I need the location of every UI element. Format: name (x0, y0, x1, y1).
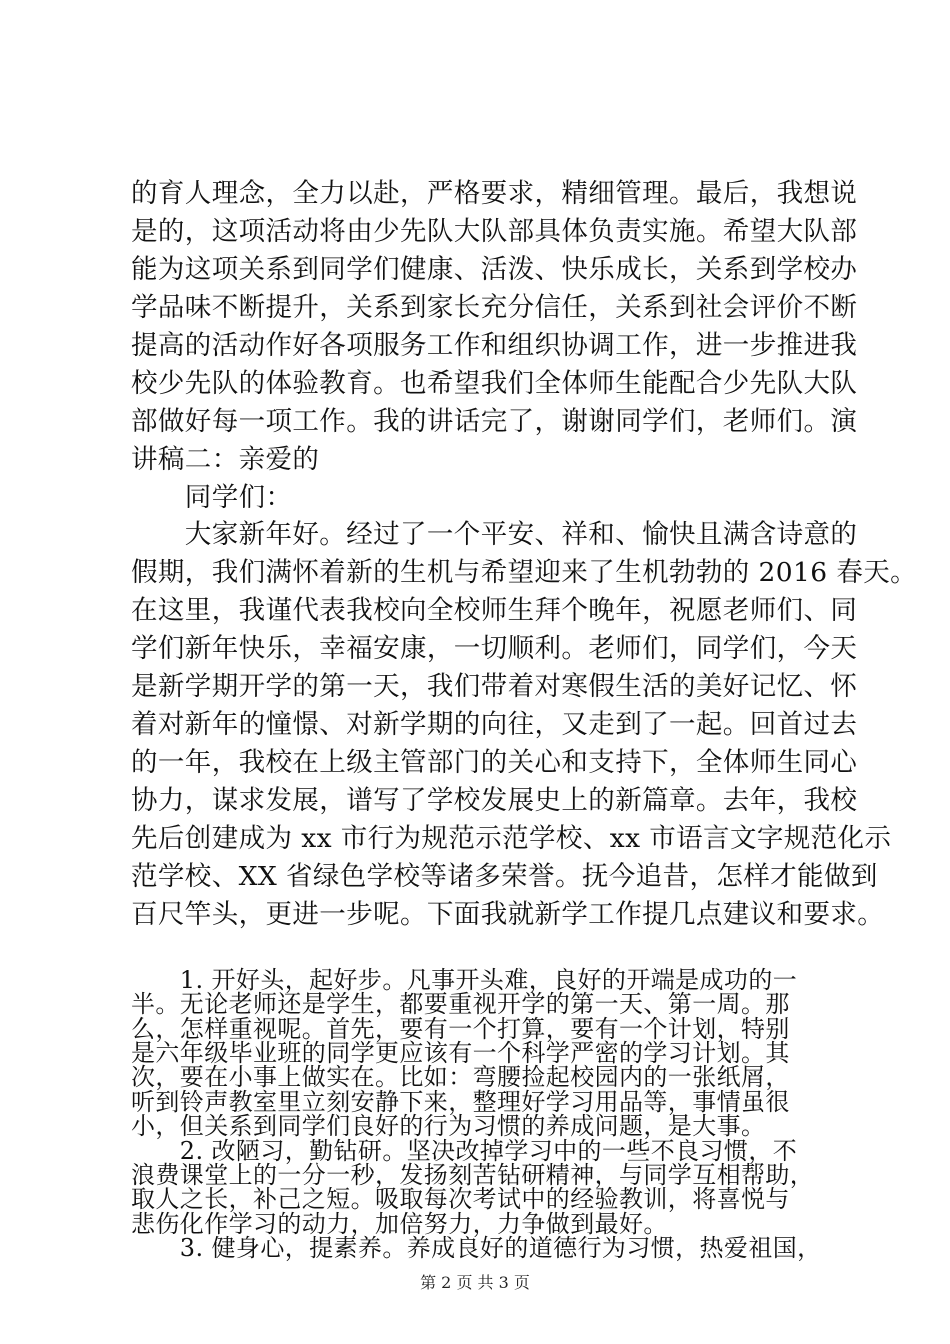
paragraph-line: 能为这项关系到同学们健康、活泼、快乐成长，关系到学校办 (131, 254, 858, 285)
paragraph-line: 是的，这项活动将由少先队大队部具体负责实施。希望大队部 (131, 216, 858, 247)
paragraph-line: 是新学期开学的第一天，我们带着对寒假生活的美好记忆、怀 (131, 671, 858, 702)
paragraph-line: 大家新年好。经过了一个平安、祥和、愉快且满含诗意的 (131, 519, 858, 550)
paragraph-line: 次，要在小事上做实在。比如：弯腰捡起校园内的一张纸屑， (131, 1063, 790, 1091)
paragraph-line: 学们新年快乐，幸福安康，一切顺利。老师们，同学们，今天 (131, 633, 858, 664)
paragraph-line: 百尺竿头，更进一步呢。下面我就新学工作提几点建议和要求。 (131, 899, 885, 930)
paragraph-line: 先后创建成为 xx 市行为规范示范学校、xx 市语言文字规范化示 (131, 823, 892, 854)
paragraph-line: 假期，我们满怀着新的生机与希望迎来了生机勃勃的 2016 春天。 (131, 557, 918, 588)
paragraph-line: 部做好每一项工作。我的讲话完了，谢谢同学们，老师们。演 (131, 406, 858, 437)
paragraph-line: 取人之长，补己之短。吸取每次考试中的经验教训，将喜悦与 (131, 1185, 790, 1213)
salutation-line: 同学们： (131, 482, 293, 513)
paragraph-line: 协力，谋求发展，谱写了学校发展史上的新篇章。去年，我校 (131, 785, 858, 816)
paragraph-line: 的一年，我校在上级主管部门的关心和支持下，全体师生同心 (131, 747, 858, 778)
paragraph-line: 小，但关系到同学们良好的行为习惯的养成问题，是大事。 (131, 1112, 766, 1140)
paragraph-line: 学品味不断提升，关系到家长充分信任，关系到社会评价不断 (131, 292, 858, 323)
paragraph-line: 着对新年的憧憬、对新学期的向往，又走到了一起。回首过去 (131, 709, 858, 740)
paragraph-line: 悲伤化作学习的动力，加倍努力，力争做到最好。 (131, 1210, 668, 1238)
page-footer: 第 2 页 共 3 页 (420, 1273, 530, 1292)
paragraph-line: 校少先队的体验教育。也希望我们全体师生能配合少先队大队 (131, 368, 858, 399)
paragraph-line: 1. 开好头，起好步。凡事开头难，良好的开端是成功的一 (131, 966, 798, 994)
paragraph-line: 听到铃声教室里立刻安静下来，整理好学习用品等，事情虽很 (131, 1088, 790, 1116)
paragraph-line: 半。无论老师还是学生，都要重视开学的第一天、第一周。那 (131, 990, 790, 1018)
paragraph-line: 么，怎样重视呢。首先，要有一个打算，要有一个计划，特别 (131, 1015, 790, 1043)
paragraph-line: 是六年级毕业班的同学更应该有一个科学严密的学习计划。其 (131, 1039, 790, 1067)
paragraph-line: 范学校、XX 省绿色学校等诸多荣誉。抚今追昔，怎样才能做到 (131, 861, 878, 892)
paragraph-line: 2. 改陋习，勤钻研。坚决改掉学习中的一些不良习惯，不 (131, 1137, 798, 1165)
paragraph-line: 的育人理念，全力以赴，严格要求，精细管理。最后，我想说 (131, 178, 858, 209)
paragraph-line: 讲稿二：亲爱的 (131, 444, 320, 475)
paragraph-line: 在这里，我谨代表我校向全校师生拜个晚年，祝愿老师们、同 (131, 595, 858, 626)
paragraph-line: 提高的活动作好各项服务工作和组织协调工作，进一步推进我 (131, 330, 858, 361)
paragraph-line: 3. 健身心，提素养。养成良好的道德行为习惯，热爱祖国， (131, 1234, 822, 1262)
paragraph-line: 浪费课堂上的一分一秒，发扬刻苦钻研精神，与同学互相帮助， (131, 1161, 815, 1189)
